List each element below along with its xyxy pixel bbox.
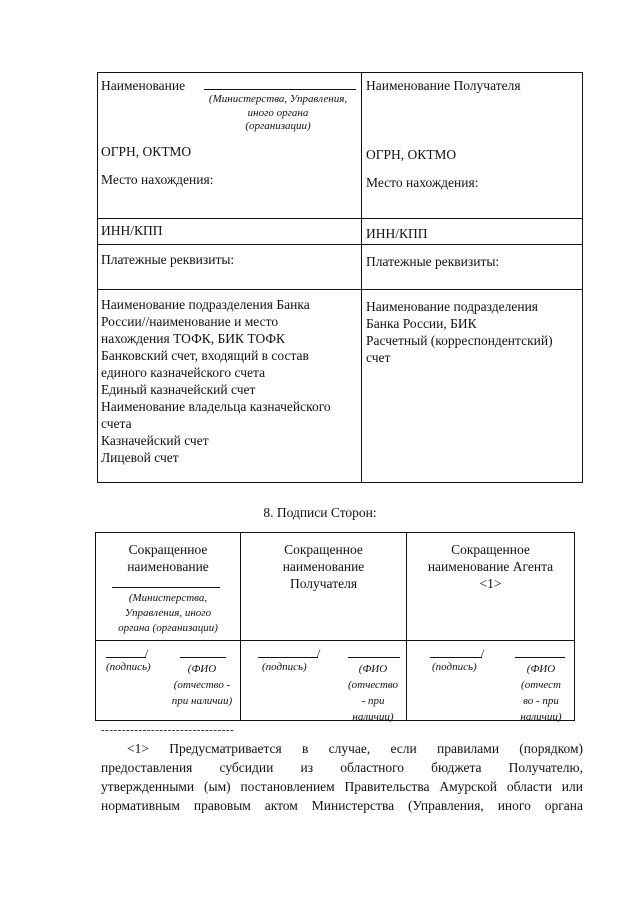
left-ogrn: ОГРН, ОКТМО	[101, 144, 192, 159]
sig-col1-name-underline	[112, 587, 220, 588]
left-inn: ИНН/КПП	[101, 223, 163, 238]
sig-col1-fio: (ФИО (отчество - при наличии)	[171, 663, 233, 707]
sig-col2-fio: (ФИО (отчество - при наличии)	[347, 663, 399, 723]
footnote-separator: --------------------------------	[101, 724, 235, 736]
right-payment: Платежные реквизиты:	[366, 254, 500, 269]
sig-col1-sign-line	[106, 657, 146, 658]
right-inn: ИНН/КПП	[366, 226, 428, 241]
sig-col2-sign-label: (подпись)	[262, 661, 307, 673]
left-location: Место нахождения:	[101, 172, 214, 187]
sig-col3-fio-line	[515, 657, 565, 658]
sig-col2-slash: /	[317, 646, 321, 660]
sig-col3-fio: (ФИО (отчест во - при наличии)	[520, 663, 562, 723]
sig-col2-sign-line	[258, 657, 318, 658]
left-name-hint: (Министерства, Управления, иного органа (организации)	[208, 93, 348, 132]
sig-col3-header: Сокращенное наименование Агента <1>	[427, 542, 554, 591]
right-bank-details: Наименование подразделения Банка России, БИК Расчетный (корреспондентский) счет	[366, 299, 553, 365]
left-name-underline	[204, 89, 356, 90]
footnote-line-2: предоставления субсидии из областного бюджета Получателю,	[101, 760, 583, 775]
sig-col1-header: Сокращенное наименование	[127, 542, 209, 574]
left-name-label: Наименование	[101, 78, 186, 93]
signatures-title: 8. Подписи Сторон:	[263, 505, 377, 520]
sig-col1-hint: (Министерства, Управления, иного органа (организации)	[118, 592, 218, 634]
sig-col1-fio-line	[180, 657, 226, 658]
right-ogrn: ОГРН, ОКТМО	[366, 147, 457, 162]
footnote-line-3: утвержденными (ым) постановлением Правительства Амурской области или	[101, 779, 583, 794]
sig-col1-sign-label: (подпись)	[106, 661, 151, 673]
footnote-line-4: нормативным правовым актом Министерства (Управления, иного органа	[101, 798, 583, 813]
left-bank-details: Наименование подразделения Банка России//наименование и место нахождения ТОФК, БИК ТОФК Банковский счет, входящий в состав единого казначейского счета Единый казначейский счет Наименование владельца казначейского счета Казначейский счет Лицевой счет	[101, 297, 331, 465]
sig-col1-slash: /	[145, 646, 149, 660]
sig-col2-header: Сокращенное наименование Получателя	[282, 542, 365, 591]
sig-col3-slash: /	[481, 646, 485, 660]
left-payment: Платежные реквизиты:	[101, 252, 235, 267]
sig-col3-sign-label: (подпись)	[432, 661, 477, 673]
sig-col3-sign-line	[430, 657, 482, 658]
sig-col2-fio-line	[348, 657, 400, 658]
right-name-label: Наименование Получателя	[366, 78, 521, 93]
footnote-line-1: <1> Предусматривается в случае, если правилами (порядком)	[127, 741, 583, 756]
right-location: Место нахождения:	[366, 175, 479, 190]
